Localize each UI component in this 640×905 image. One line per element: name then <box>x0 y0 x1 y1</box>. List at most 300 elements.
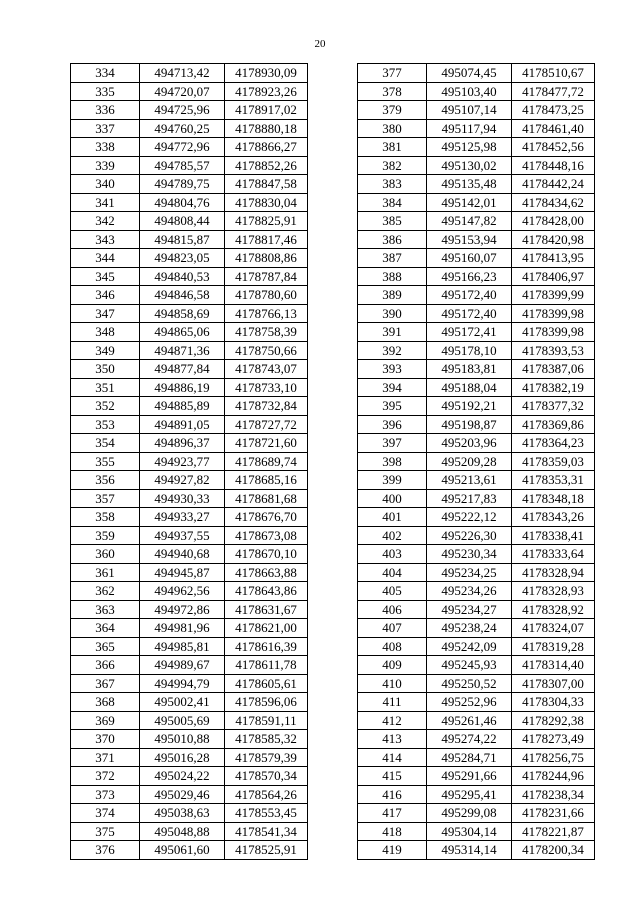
point-number-cell: 402 <box>358 526 427 545</box>
point-number-cell: 397 <box>358 434 427 453</box>
table-row <box>71 730 308 749</box>
x-coordinate-cell: 495222,12 <box>427 508 512 527</box>
x-coordinate-cell: 494962,56 <box>140 582 225 601</box>
table-row <box>71 101 308 120</box>
table-row <box>358 230 595 249</box>
y-coordinate-cell: 4178917,02 <box>225 101 308 120</box>
x-coordinate-cell: 495153,94 <box>427 230 512 249</box>
y-coordinate-cell: 4178758,39 <box>225 323 308 342</box>
x-coordinate-cell: 495074,45 <box>427 64 512 83</box>
table-row <box>71 822 308 841</box>
y-coordinate-cell: 4178750,66 <box>225 341 308 360</box>
x-coordinate-cell: 494989,67 <box>140 656 225 675</box>
y-coordinate-cell: 4178733,10 <box>225 378 308 397</box>
table-row <box>71 138 308 157</box>
y-coordinate-cell: 4178923,26 <box>225 82 308 101</box>
x-coordinate-cell: 495299,08 <box>427 804 512 823</box>
x-coordinate-cell: 494865,06 <box>140 323 225 342</box>
table-row <box>71 674 308 693</box>
point-number-cell: 361 <box>71 563 140 582</box>
y-coordinate-cell: 4178830,04 <box>225 193 308 212</box>
y-coordinate-cell: 4178743,07 <box>225 360 308 379</box>
point-number-cell: 343 <box>71 230 140 249</box>
point-number-cell: 417 <box>358 804 427 823</box>
table-row <box>358 415 595 434</box>
table-row <box>358 804 595 823</box>
point-number-cell: 346 <box>71 286 140 305</box>
x-coordinate-cell: 495242,09 <box>427 637 512 656</box>
x-coordinate-cell: 495038,63 <box>140 804 225 823</box>
y-coordinate-cell: 4178510,67 <box>512 64 595 83</box>
point-number-cell: 367 <box>71 674 140 693</box>
y-coordinate-cell: 4178732,84 <box>225 397 308 416</box>
coordinates-table-right-body <box>358 64 595 860</box>
table-row <box>358 360 595 379</box>
x-coordinate-cell: 494885,89 <box>140 397 225 416</box>
y-coordinate-cell: 4178348,18 <box>512 489 595 508</box>
table-row <box>358 841 595 860</box>
point-number-cell: 370 <box>71 730 140 749</box>
y-coordinate-cell: 4178273,49 <box>512 730 595 749</box>
table-row <box>358 489 595 508</box>
table-row <box>71 711 308 730</box>
table-row <box>358 212 595 231</box>
y-coordinate-cell: 4178670,10 <box>225 545 308 564</box>
table-row <box>358 378 595 397</box>
y-coordinate-cell: 4178314,40 <box>512 656 595 675</box>
point-number-cell: 394 <box>358 378 427 397</box>
table-row <box>358 526 595 545</box>
y-coordinate-cell: 4178631,67 <box>225 600 308 619</box>
y-coordinate-cell: 4178399,98 <box>512 323 595 342</box>
x-coordinate-cell: 494760,25 <box>140 119 225 138</box>
y-coordinate-cell: 4178847,58 <box>225 175 308 194</box>
table-row <box>358 822 595 841</box>
x-coordinate-cell: 495178,10 <box>427 341 512 360</box>
table-row <box>71 545 308 564</box>
point-number-cell: 365 <box>71 637 140 656</box>
point-number-cell: 349 <box>71 341 140 360</box>
table-row <box>358 637 595 656</box>
x-coordinate-cell: 494846,58 <box>140 286 225 305</box>
x-coordinate-cell: 495295,41 <box>427 785 512 804</box>
y-coordinate-cell: 4178553,45 <box>225 804 308 823</box>
y-coordinate-cell: 4178541,34 <box>225 822 308 841</box>
table-row <box>358 600 595 619</box>
x-coordinate-cell: 494804,76 <box>140 193 225 212</box>
table-row <box>358 748 595 767</box>
table-row <box>71 767 308 786</box>
point-number-cell: 355 <box>71 452 140 471</box>
table-row <box>71 508 308 527</box>
point-number-cell: 338 <box>71 138 140 157</box>
table-row <box>71 304 308 323</box>
y-coordinate-cell: 4178473,25 <box>512 101 595 120</box>
point-number-cell: 377 <box>358 64 427 83</box>
table-row <box>71 378 308 397</box>
point-number-cell: 354 <box>71 434 140 453</box>
x-coordinate-cell: 495172,40 <box>427 286 512 305</box>
point-number-cell: 335 <box>71 82 140 101</box>
x-coordinate-cell: 494972,86 <box>140 600 225 619</box>
y-coordinate-cell: 4178406,97 <box>512 267 595 286</box>
point-number-cell: 408 <box>358 637 427 656</box>
coordinates-table-left <box>70 63 308 860</box>
y-coordinate-cell: 4178200,34 <box>512 841 595 860</box>
x-coordinate-cell: 494927,82 <box>140 471 225 490</box>
y-coordinate-cell: 4178328,93 <box>512 582 595 601</box>
point-number-cell: 351 <box>71 378 140 397</box>
point-number-cell: 415 <box>358 767 427 786</box>
table-row <box>358 286 595 305</box>
point-number-cell: 368 <box>71 693 140 712</box>
point-number-cell: 334 <box>71 64 140 83</box>
x-coordinate-cell: 494937,55 <box>140 526 225 545</box>
y-coordinate-cell: 4178525,91 <box>225 841 308 860</box>
point-number-cell: 362 <box>71 582 140 601</box>
table-row <box>358 267 595 286</box>
table-row <box>358 711 595 730</box>
y-coordinate-cell: 4178570,34 <box>225 767 308 786</box>
y-coordinate-cell: 4178611,78 <box>225 656 308 675</box>
table-row <box>71 582 308 601</box>
table-row <box>71 119 308 138</box>
table-row <box>71 526 308 545</box>
point-number-cell: 411 <box>358 693 427 712</box>
x-coordinate-cell: 495261,46 <box>427 711 512 730</box>
y-coordinate-cell: 4178689,74 <box>225 452 308 471</box>
y-coordinate-cell: 4178428,00 <box>512 212 595 231</box>
x-coordinate-cell: 495117,94 <box>427 119 512 138</box>
table-row <box>71 249 308 268</box>
x-coordinate-cell: 494886,19 <box>140 378 225 397</box>
point-number-cell: 409 <box>358 656 427 675</box>
point-number-cell: 339 <box>71 156 140 175</box>
point-number-cell: 356 <box>71 471 140 490</box>
table-row <box>358 193 595 212</box>
point-number-cell: 382 <box>358 156 427 175</box>
y-coordinate-cell: 4178292,38 <box>512 711 595 730</box>
y-coordinate-cell: 4178307,00 <box>512 674 595 693</box>
x-coordinate-cell: 495172,40 <box>427 304 512 323</box>
y-coordinate-cell: 4178244,96 <box>512 767 595 786</box>
y-coordinate-cell: 4178676,70 <box>225 508 308 527</box>
x-coordinate-cell: 495217,83 <box>427 489 512 508</box>
table-row <box>358 397 595 416</box>
point-number-cell: 358 <box>71 508 140 527</box>
table-row <box>358 582 595 601</box>
y-coordinate-cell: 4178434,62 <box>512 193 595 212</box>
table-row <box>71 619 308 638</box>
x-coordinate-cell: 495274,22 <box>427 730 512 749</box>
point-number-cell: 405 <box>358 582 427 601</box>
y-coordinate-cell: 4178596,06 <box>225 693 308 712</box>
y-coordinate-cell: 4178364,23 <box>512 434 595 453</box>
table-row <box>358 156 595 175</box>
table-row <box>358 434 595 453</box>
y-coordinate-cell: 4178673,08 <box>225 526 308 545</box>
point-number-cell: 398 <box>358 452 427 471</box>
x-coordinate-cell: 495234,26 <box>427 582 512 601</box>
point-number-cell: 363 <box>71 600 140 619</box>
table-row <box>358 785 595 804</box>
x-coordinate-cell: 494785,57 <box>140 156 225 175</box>
point-number-cell: 403 <box>358 545 427 564</box>
point-number-cell: 353 <box>71 415 140 434</box>
table-row <box>358 138 595 157</box>
y-coordinate-cell: 4178387,06 <box>512 360 595 379</box>
x-coordinate-cell: 495147,82 <box>427 212 512 231</box>
x-coordinate-cell: 495230,34 <box>427 545 512 564</box>
table-row <box>71 748 308 767</box>
point-number-cell: 418 <box>358 822 427 841</box>
y-coordinate-cell: 4178564,26 <box>225 785 308 804</box>
point-number-cell: 401 <box>358 508 427 527</box>
y-coordinate-cell: 4178787,84 <box>225 267 308 286</box>
x-coordinate-cell: 495166,23 <box>427 267 512 286</box>
table-row <box>71 804 308 823</box>
y-coordinate-cell: 4178399,98 <box>512 304 595 323</box>
point-number-cell: 390 <box>358 304 427 323</box>
table-row <box>71 600 308 619</box>
x-coordinate-cell: 494808,44 <box>140 212 225 231</box>
x-coordinate-cell: 495005,69 <box>140 711 225 730</box>
point-number-cell: 336 <box>71 101 140 120</box>
x-coordinate-cell: 494725,96 <box>140 101 225 120</box>
point-number-cell: 387 <box>358 249 427 268</box>
y-coordinate-cell: 4178825,91 <box>225 212 308 231</box>
point-number-cell: 413 <box>358 730 427 749</box>
point-number-cell: 388 <box>358 267 427 286</box>
point-number-cell: 386 <box>358 230 427 249</box>
x-coordinate-cell: 494858,69 <box>140 304 225 323</box>
point-number-cell: 375 <box>71 822 140 841</box>
point-number-cell: 404 <box>358 563 427 582</box>
point-number-cell: 373 <box>71 785 140 804</box>
y-coordinate-cell: 4178721,60 <box>225 434 308 453</box>
point-number-cell: 412 <box>358 711 427 730</box>
table-row <box>71 656 308 675</box>
x-coordinate-cell: 495160,07 <box>427 249 512 268</box>
y-coordinate-cell: 4178359,03 <box>512 452 595 471</box>
y-coordinate-cell: 4178452,56 <box>512 138 595 157</box>
point-number-cell: 406 <box>358 600 427 619</box>
point-number-cell: 352 <box>71 397 140 416</box>
x-coordinate-cell: 495314,14 <box>427 841 512 860</box>
table-row <box>71 563 308 582</box>
x-coordinate-cell: 495250,52 <box>427 674 512 693</box>
point-number-cell: 372 <box>71 767 140 786</box>
table-row <box>71 397 308 416</box>
table-row <box>71 360 308 379</box>
x-coordinate-cell: 494877,84 <box>140 360 225 379</box>
point-number-cell: 400 <box>358 489 427 508</box>
y-coordinate-cell: 4178442,24 <box>512 175 595 194</box>
table-row <box>358 693 595 712</box>
point-number-cell: 385 <box>358 212 427 231</box>
x-coordinate-cell: 495238,24 <box>427 619 512 638</box>
table-row <box>71 452 308 471</box>
x-coordinate-cell: 495048,88 <box>140 822 225 841</box>
x-coordinate-cell: 495142,01 <box>427 193 512 212</box>
table-row <box>71 267 308 286</box>
y-coordinate-cell: 4178852,26 <box>225 156 308 175</box>
point-number-cell: 350 <box>71 360 140 379</box>
table-row <box>71 82 308 101</box>
table-row <box>71 841 308 860</box>
x-coordinate-cell: 495125,98 <box>427 138 512 157</box>
point-number-cell: 348 <box>71 323 140 342</box>
table-row <box>71 489 308 508</box>
x-coordinate-cell: 494981,96 <box>140 619 225 638</box>
point-number-cell: 399 <box>358 471 427 490</box>
x-coordinate-cell: 495226,30 <box>427 526 512 545</box>
table-row <box>358 249 595 268</box>
table-row <box>71 156 308 175</box>
point-number-cell: 347 <box>71 304 140 323</box>
x-coordinate-cell: 495304,14 <box>427 822 512 841</box>
x-coordinate-cell: 495103,40 <box>427 82 512 101</box>
x-coordinate-cell: 495135,48 <box>427 175 512 194</box>
x-coordinate-cell: 494933,27 <box>140 508 225 527</box>
point-number-cell: 337 <box>71 119 140 138</box>
y-coordinate-cell: 4178256,75 <box>512 748 595 767</box>
x-coordinate-cell: 495213,61 <box>427 471 512 490</box>
y-coordinate-cell: 4178369,86 <box>512 415 595 434</box>
y-coordinate-cell: 4178382,19 <box>512 378 595 397</box>
y-coordinate-cell: 4178727,72 <box>225 415 308 434</box>
point-number-cell: 395 <box>358 397 427 416</box>
y-coordinate-cell: 4178399,99 <box>512 286 595 305</box>
y-coordinate-cell: 4178420,98 <box>512 230 595 249</box>
point-number-cell: 344 <box>71 249 140 268</box>
y-coordinate-cell: 4178663,88 <box>225 563 308 582</box>
y-coordinate-cell: 4178324,07 <box>512 619 595 638</box>
y-coordinate-cell: 4178377,32 <box>512 397 595 416</box>
table-row <box>358 341 595 360</box>
x-coordinate-cell: 495061,60 <box>140 841 225 860</box>
point-number-cell: 376 <box>71 841 140 860</box>
y-coordinate-cell: 4178328,94 <box>512 563 595 582</box>
table-row <box>71 693 308 712</box>
point-number-cell: 357 <box>71 489 140 508</box>
table-row <box>358 82 595 101</box>
y-coordinate-cell: 4178353,31 <box>512 471 595 490</box>
point-number-cell: 389 <box>358 286 427 305</box>
y-coordinate-cell: 4178681,68 <box>225 489 308 508</box>
point-number-cell: 419 <box>358 841 427 860</box>
x-coordinate-cell: 495188,04 <box>427 378 512 397</box>
y-coordinate-cell: 4178643,86 <box>225 582 308 601</box>
table-row <box>358 619 595 638</box>
y-coordinate-cell: 4178319,28 <box>512 637 595 656</box>
y-coordinate-cell: 4178591,11 <box>225 711 308 730</box>
x-coordinate-cell: 494840,53 <box>140 267 225 286</box>
table-row <box>71 415 308 434</box>
point-number-cell: 341 <box>71 193 140 212</box>
table-row <box>71 341 308 360</box>
x-coordinate-cell: 495002,41 <box>140 693 225 712</box>
table-row <box>71 212 308 231</box>
point-number-cell: 383 <box>358 175 427 194</box>
y-coordinate-cell: 4178238,34 <box>512 785 595 804</box>
table-row <box>358 64 595 83</box>
table-row <box>358 175 595 194</box>
y-coordinate-cell: 4178817,46 <box>225 230 308 249</box>
point-number-cell: 393 <box>358 360 427 379</box>
point-number-cell: 410 <box>358 674 427 693</box>
point-number-cell: 381 <box>358 138 427 157</box>
point-number-cell: 392 <box>358 341 427 360</box>
x-coordinate-cell: 495245,93 <box>427 656 512 675</box>
table-row <box>71 785 308 804</box>
x-coordinate-cell: 495107,14 <box>427 101 512 120</box>
point-number-cell: 340 <box>71 175 140 194</box>
table-row <box>358 730 595 749</box>
table-row <box>358 304 595 323</box>
table-row <box>71 230 308 249</box>
point-number-cell: 345 <box>71 267 140 286</box>
point-number-cell: 379 <box>358 101 427 120</box>
page-number: 20 <box>314 38 326 50</box>
point-number-cell: 396 <box>358 415 427 434</box>
x-coordinate-cell: 494815,87 <box>140 230 225 249</box>
x-coordinate-cell: 494871,36 <box>140 341 225 360</box>
x-coordinate-cell: 494940,68 <box>140 545 225 564</box>
coordinates-table-left-body <box>71 64 308 860</box>
table-row <box>358 323 595 342</box>
y-coordinate-cell: 4178333,64 <box>512 545 595 564</box>
point-number-cell: 391 <box>358 323 427 342</box>
y-coordinate-cell: 4178448,16 <box>512 156 595 175</box>
y-coordinate-cell: 4178866,27 <box>225 138 308 157</box>
x-coordinate-cell: 494720,07 <box>140 82 225 101</box>
point-number-cell: 374 <box>71 804 140 823</box>
point-number-cell: 342 <box>71 212 140 231</box>
point-number-cell: 380 <box>358 119 427 138</box>
y-coordinate-cell: 4178221,87 <box>512 822 595 841</box>
y-coordinate-cell: 4178304,33 <box>512 693 595 712</box>
x-coordinate-cell: 495203,96 <box>427 434 512 453</box>
point-number-cell: 359 <box>71 526 140 545</box>
y-coordinate-cell: 4178413,95 <box>512 249 595 268</box>
table-row <box>358 656 595 675</box>
y-coordinate-cell: 4178766,13 <box>225 304 308 323</box>
table-row <box>71 323 308 342</box>
x-coordinate-cell: 495192,21 <box>427 397 512 416</box>
point-number-cell: 360 <box>71 545 140 564</box>
table-row <box>71 286 308 305</box>
x-coordinate-cell: 495016,28 <box>140 748 225 767</box>
x-coordinate-cell: 494985,81 <box>140 637 225 656</box>
x-coordinate-cell: 495284,71 <box>427 748 512 767</box>
x-coordinate-cell: 494789,75 <box>140 175 225 194</box>
y-coordinate-cell: 4178685,16 <box>225 471 308 490</box>
x-coordinate-cell: 495172,41 <box>427 323 512 342</box>
x-coordinate-cell: 495024,22 <box>140 767 225 786</box>
point-number-cell: 378 <box>358 82 427 101</box>
table-row <box>71 193 308 212</box>
x-coordinate-cell: 495291,66 <box>427 767 512 786</box>
point-number-cell: 366 <box>71 656 140 675</box>
table-row <box>358 508 595 527</box>
y-coordinate-cell: 4178616,39 <box>225 637 308 656</box>
table-row <box>71 434 308 453</box>
x-coordinate-cell: 494713,42 <box>140 64 225 83</box>
point-number-cell: 371 <box>71 748 140 767</box>
table-row <box>358 452 595 471</box>
point-number-cell: 407 <box>358 619 427 638</box>
